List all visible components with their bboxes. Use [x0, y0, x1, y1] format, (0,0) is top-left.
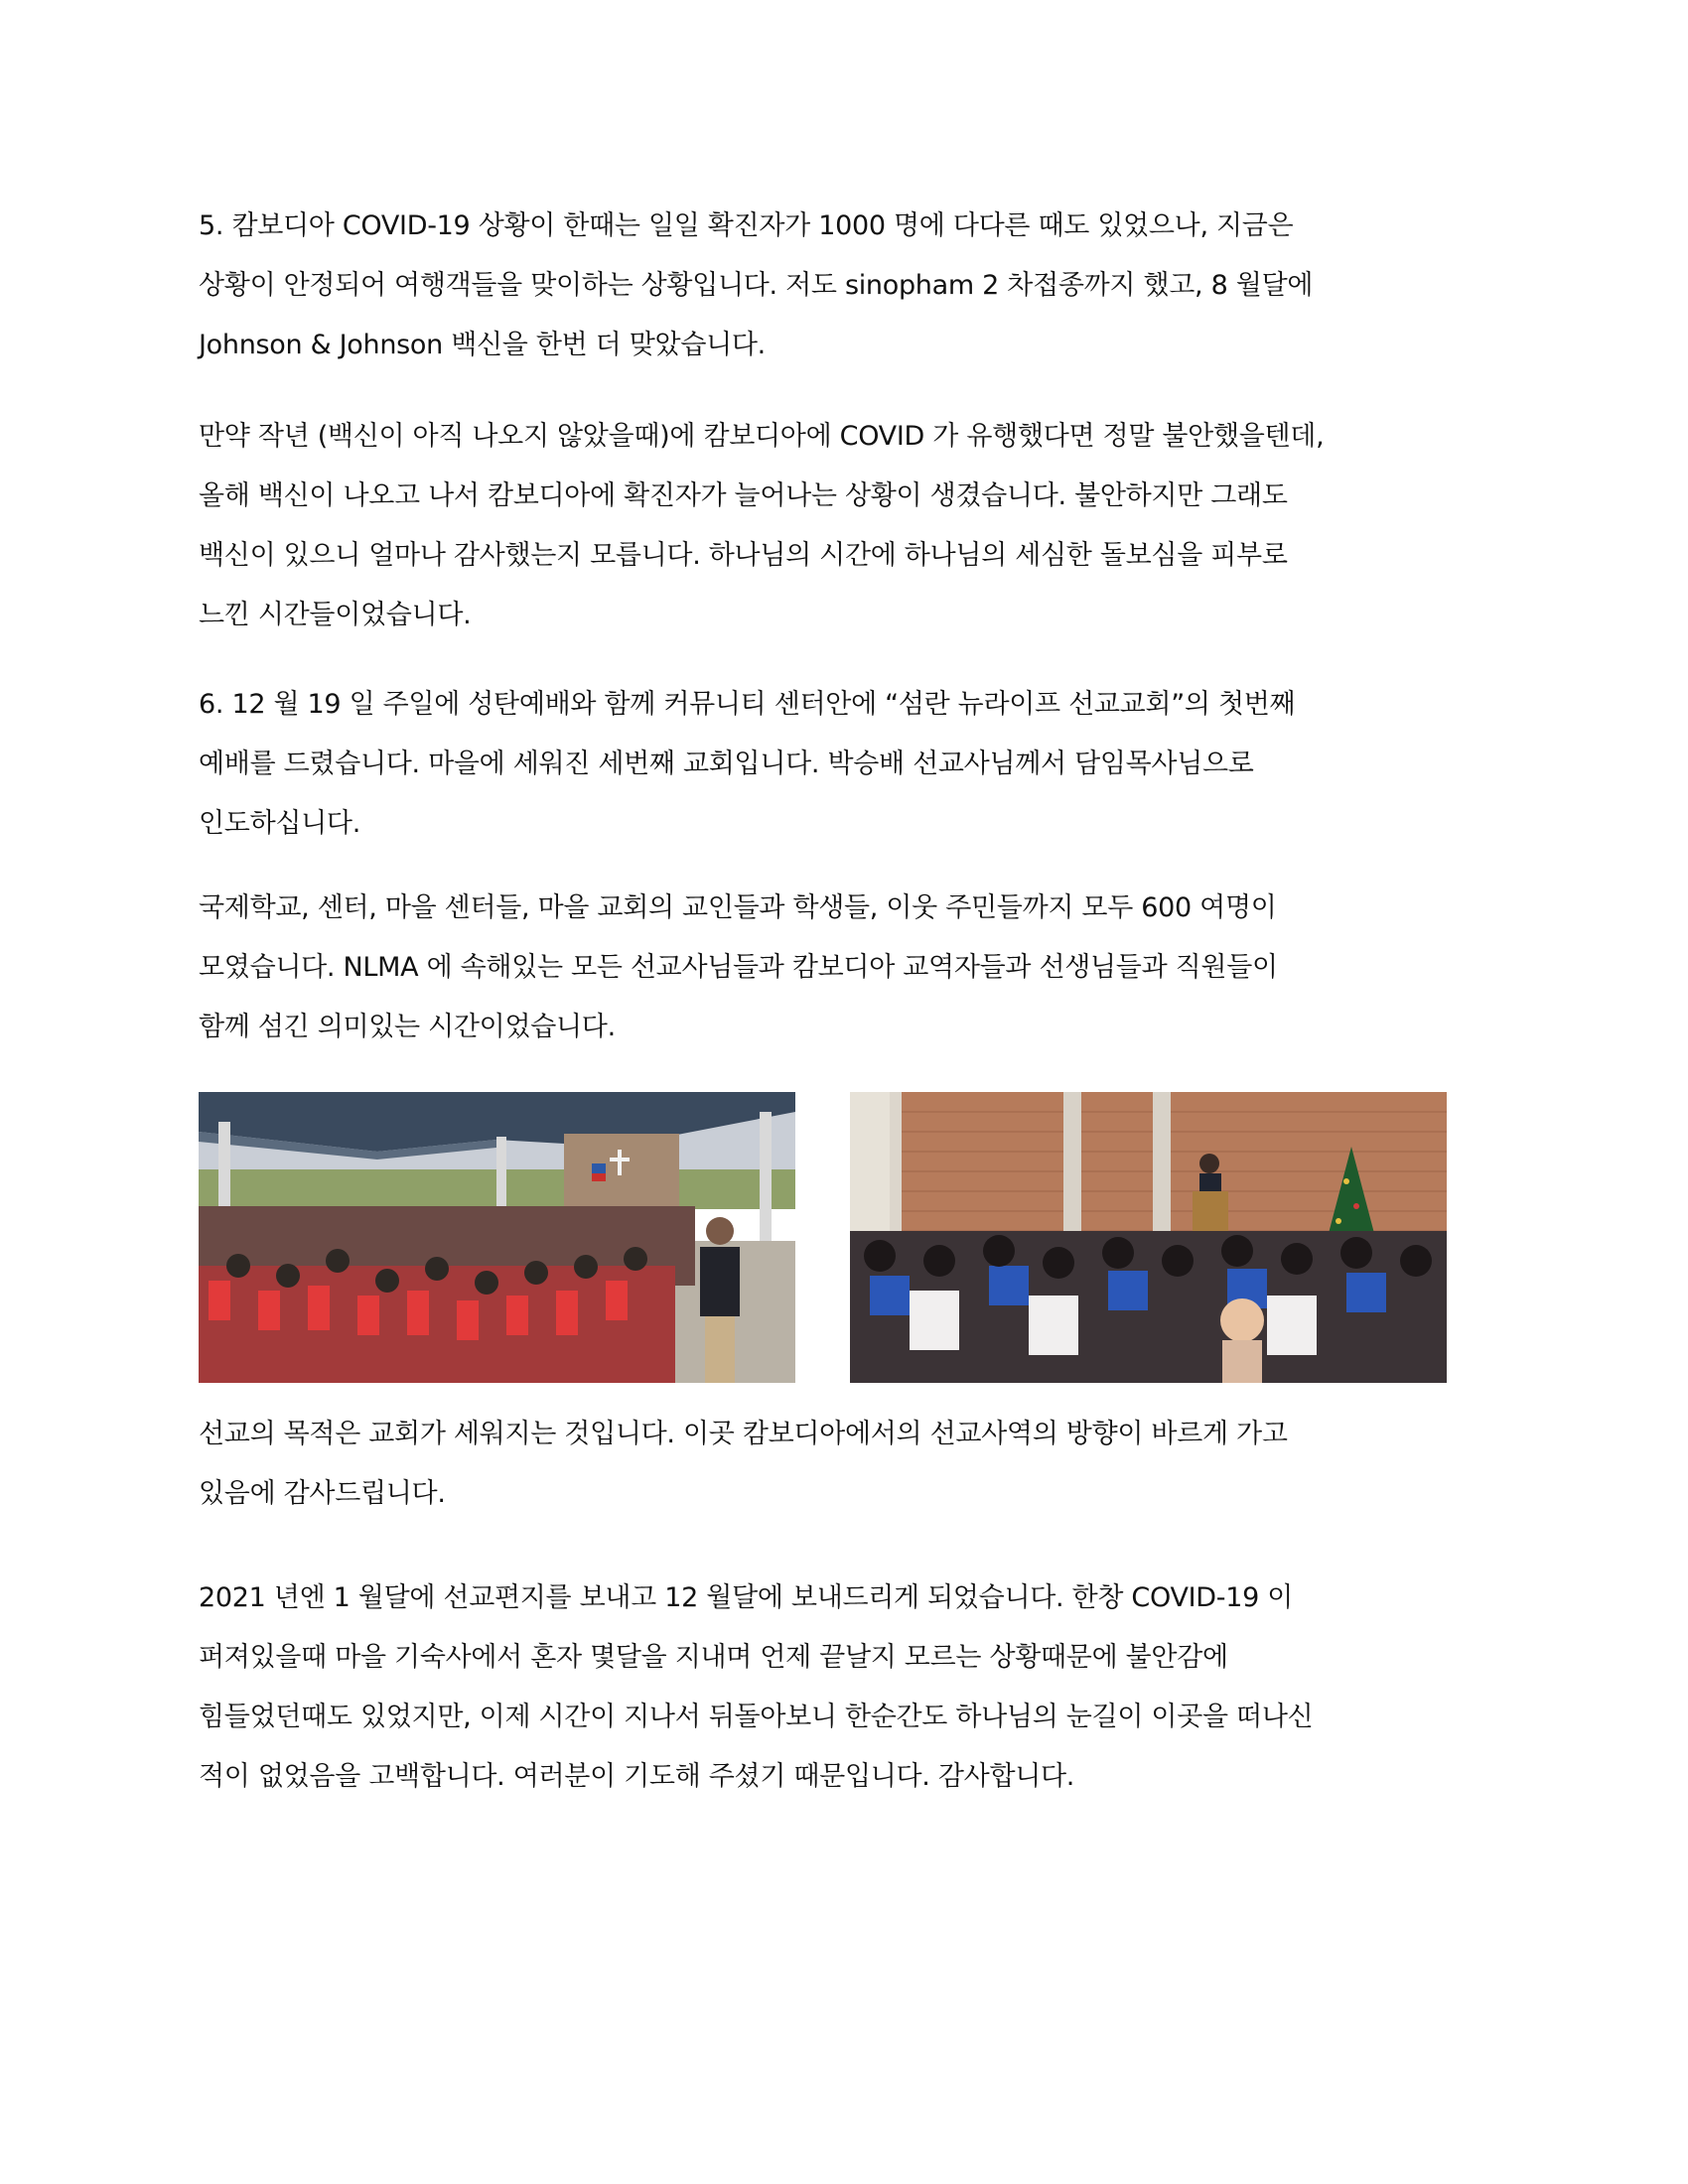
text-line: 힘들었던때도 있었지만, 이제 시간이 지나서 뒤돌아보니 한순간도 하나님의 눈길이 이곳을 떠나신	[199, 1702, 1314, 1732]
text-line: Johnson & Johnson 백신을 한번 더 맞았습니다.	[199, 330, 766, 360]
text-line: 느낀 시간들이었습니다.	[199, 600, 472, 630]
text-line: 인도하십니다.	[199, 808, 360, 839]
text-line: 2021 년엔 1 월달에 선교편지를 보내고 12 월달에 보내드리게 되었습니다. 한창 COVID-19 이	[199, 1582, 1294, 1613]
text-line: 선교의 목적은 교회가 세워지는 것입니다. 이곳 캄보디아에서의 선교사역의 방향이 바르게 가고	[199, 1419, 1288, 1449]
text-line: 백신이 있으니 얼마나 감사했는지 모릅니다. 하나님의 시간에 하나님의 세심한 돌보심을 피부로	[199, 540, 1288, 571]
paragraph-attendance	[199, 879, 1489, 1057]
text-line: 올해 백신이 나오고 나서 캄보디아에 확진자가 늘어나는 상황이 생겼습니다. 불안하지만 그래도	[199, 480, 1288, 511]
paragraph-vaccine-gratitude	[199, 407, 1489, 645]
text-line: 6. 12 월 19 일 주일에 성탄예배와 함께 커뮤니티 센터안에 “섬란 뉴라이프 선교교회”의 첫번째	[199, 689, 1296, 720]
paragraph-first-service	[199, 675, 1489, 854]
text-line: 국제학교, 센터, 마을 센터들, 마을 교회의 교인들과 학생들, 이웃 주민들까지 모두 600 여명이	[199, 892, 1277, 923]
text-line: 적이 없었음을 고백합니다. 여러분이 기도해 주셨기 때문입니다. 감사합니다.	[199, 1761, 1075, 1792]
photo-outdoor-service	[199, 1092, 795, 1383]
text-line: 만약 작년 (백신이 아직 나오지 않았을때)에 캄보디아에 COVID 가 유행했다면 정말 불안했을텐데,	[199, 421, 1325, 452]
text-line: 상황이 안정되어 여행객들을 맞이하는 상황입니다. 저도 sinopham 2 차접종까지 했고, 8 월달에	[199, 270, 1314, 301]
text-line: 모였습니다. NLMA 에 속해있는 모든 선교사님들과 캄보디아 교역자들과 선생님들과 직원들이	[199, 952, 1278, 983]
text-line: 있음에 감사드립니다.	[199, 1478, 446, 1509]
text-line: 예배를 드렸습니다. 마을에 세워진 세번째 교회입니다. 박승배 선교사님께서 담임목사님으로	[199, 749, 1254, 779]
text-line: 함께 섬긴 의미있는 시간이었습니다.	[199, 1012, 616, 1042]
paragraph-closing	[199, 1569, 1489, 1807]
paragraph-mission-purpose	[199, 1405, 1489, 1524]
paragraph-covid-status	[199, 197, 1489, 375]
text-line: 5. 캄보디아 COVID-19 상황이 한때는 일일 확진자가 1000 명에 다다른 때도 있었으나, 지금은	[199, 210, 1294, 241]
photo-indoor-service	[850, 1092, 1447, 1383]
text-line: 퍼져있을때 마을 기숙사에서 혼자 몇달을 지내며 언제 끝날지 모르는 상황때문에 불안감에	[199, 1642, 1228, 1673]
